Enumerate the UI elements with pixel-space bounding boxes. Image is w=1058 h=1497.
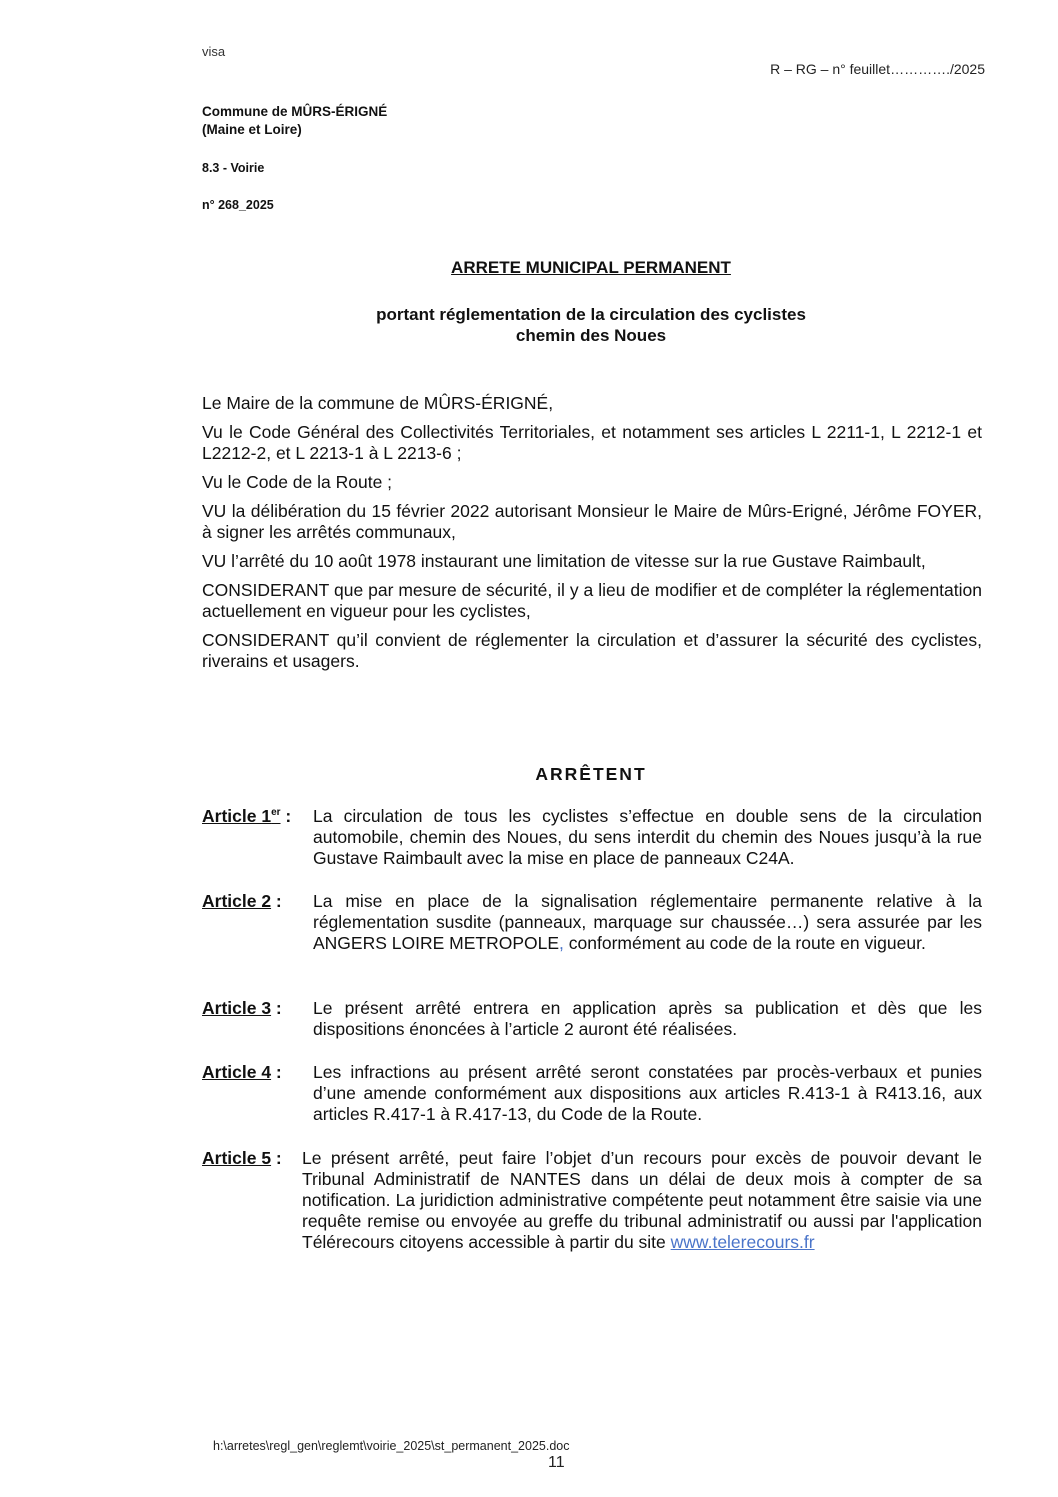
page-number: 11 bbox=[548, 1454, 565, 1471]
article-2-text bbox=[313, 891, 982, 954]
article-2-text-main: La mise en place de la signalisation réglementaire permanente relative à la réglementation susdite (panneaux, marquage sur chaussée…) sera assurée par les ANGERS LOIRE METROPOLE bbox=[313, 891, 982, 953]
document-title bbox=[0, 258, 1058, 278]
article-1-sup: er bbox=[271, 807, 281, 819]
visa-label: visa bbox=[202, 44, 226, 59]
preamble-arrete-1978: VU l’arrêté du 10 août 1978 instaurant une limitation de vitesse sur la rue Gustave Raimbault, bbox=[202, 551, 926, 571]
subtitle-line-2: chemin des Noues bbox=[515, 326, 667, 345]
document-title-text: ARRETE MUNICIPAL PERMANENT bbox=[451, 258, 731, 277]
article-2-text-end: conformément au code de la route en vigueur. bbox=[563, 933, 926, 953]
article-2-sep: : bbox=[271, 891, 282, 911]
article-3-label bbox=[202, 998, 313, 1040]
article-2-label-text: Article 2 bbox=[202, 891, 272, 911]
article-5-label-text: Article 5 bbox=[202, 1148, 272, 1168]
preamble-considerant-1: CONSIDERANT que par mesure de sécurité, il y a lieu de modifier et de compléter la réglementation actuellement en vigueur pour les cyclistes, bbox=[202, 580, 982, 621]
article-4 bbox=[202, 1062, 982, 1125]
sheet-reference: R – RG – n° feuillet…………./2025 bbox=[770, 61, 985, 77]
preamble-mayor: Le Maire de la commune de MÛRS-ÉRIGNÉ, bbox=[202, 393, 554, 413]
commune-name: Commune de MÛRS-ÉRIGNÉ bbox=[202, 104, 388, 119]
category-label: 8.3 - Voirie bbox=[202, 161, 265, 175]
article-2-comma: , bbox=[559, 933, 564, 953]
article-5-sep: : bbox=[271, 1148, 282, 1168]
article-4-label-text: Article 4 bbox=[202, 1062, 272, 1082]
commune-block bbox=[202, 103, 387, 139]
subtitle-line-1: portant réglementation de la circulation des cyclistes bbox=[376, 305, 806, 324]
footer-file-path: h:\arretes\regl_gen\reglemt\voirie_2025\st_permanent_2025.doc bbox=[213, 1439, 570, 1453]
preamble-considerant-2: CONSIDERANT qu’il convient de réglementer la circulation et d’assurer la sécurité des cyclistes, riverains et usagers. bbox=[202, 630, 982, 671]
article-3-label-text: Article 3 bbox=[202, 998, 272, 1018]
article-1-label bbox=[202, 806, 313, 869]
preamble-deliberation: VU la délibération du 15 février 2022 autorisant Monsieur le Maire de Mûrs-Erigné, Jérôme FOYER, à signer les arrêtés communaux, bbox=[202, 501, 982, 542]
decision-heading: ARRÊTENT bbox=[535, 764, 647, 784]
decree-number: n° 268_2025 bbox=[202, 198, 274, 212]
commune-department: (Maine et Loire) bbox=[202, 122, 302, 137]
preamble-cgct: Vu le Code Général des Collectivités Territoriales, et notamment ses articles L 2211-1, L 2212-1 et L2212-2, et L 2213-1 à L 2213-6 ; bbox=[202, 422, 982, 463]
article-4-label bbox=[202, 1062, 313, 1125]
preamble-code-route: Vu le Code de la Route ; bbox=[202, 472, 393, 492]
article-1 bbox=[202, 806, 982, 869]
article-4-sep: : bbox=[271, 1062, 282, 1082]
article-4-text: Les infractions au présent arrêté seront constatées par procès-verbaux et punies d’une amende conformément aux dispositions aux articles R.413-1 à R413.16, aux articles R.417-1 à R.417-13, du Code de la Route. bbox=[313, 1062, 982, 1124]
article-1-label-text: Article 1 bbox=[202, 806, 272, 826]
article-2 bbox=[202, 891, 982, 954]
article-5-text bbox=[302, 1148, 982, 1253]
article-3 bbox=[202, 998, 982, 1040]
article-1-sep: : bbox=[280, 806, 292, 826]
article-3-text: Le présent arrêté entrera en application après sa publication et dès que les dispositions énoncées à l’article 2 auront été réalisées. bbox=[313, 998, 982, 1039]
article-3-sep: : bbox=[271, 998, 282, 1018]
telerecours-link[interactable]: www.telerecours.fr bbox=[670, 1232, 815, 1252]
article-5-label bbox=[202, 1148, 302, 1253]
document-subtitle bbox=[0, 304, 1058, 346]
preamble bbox=[202, 393, 982, 680]
article-2-label bbox=[202, 891, 313, 954]
article-1-text: La circulation de tous les cyclistes s’effectue en double sens de la circulation automobile, chemin des Noues, du sens interdit du chemin des Noues jusqu’à la rue Gustave Raimbault avec la mise en place de panneaux C24A. bbox=[313, 806, 982, 868]
article-5 bbox=[202, 1148, 982, 1253]
article-5-text-main: Le présent arrêté, peut faire l’objet d’un recours pour excès de pouvoir devant le Tribunal Administratif de NANTES dans un délai de deux mois à compter de sa notification. La juridiction administrative compétente peut notamment être saisie via une requête remise ou envoyée au greffe du tribunal administratif ou aussi par l'application Télérecours citoyens accessible à partir du site bbox=[302, 1148, 982, 1252]
